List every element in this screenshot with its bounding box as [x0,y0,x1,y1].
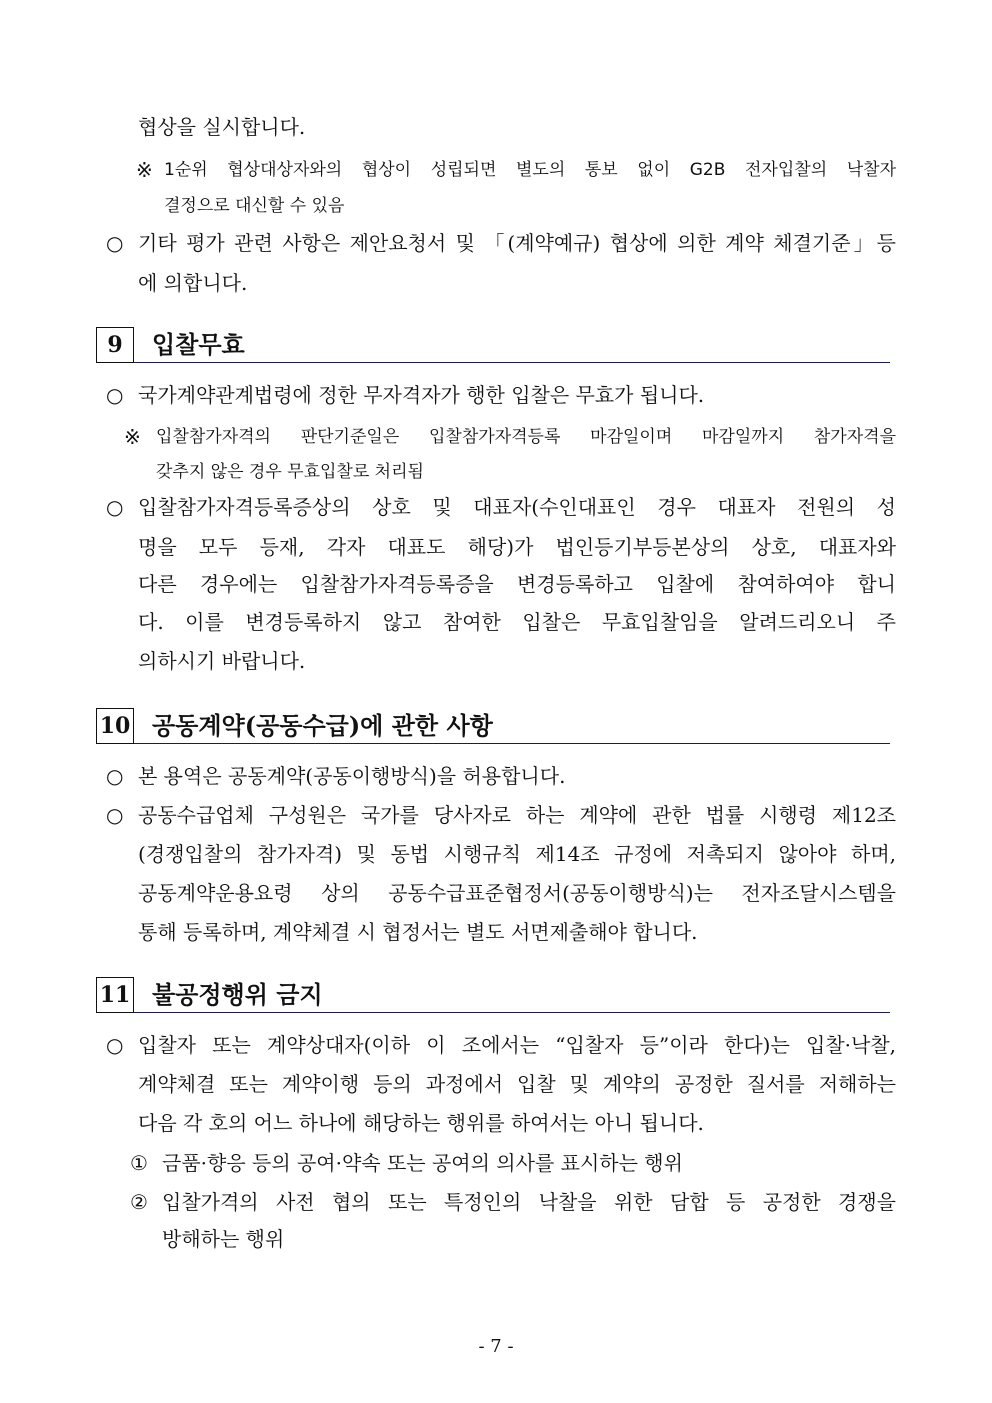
list-item: 금품·향응 등의 공여·약속 또는 공여의 의사를 표시하는 행위 [162,1151,683,1175]
paragraph-line: 본 용역은 공동계약(공동이행방식)을 허용합니다. [138,764,566,788]
section-title-9: 입찰무효 [152,330,245,359]
paragraph-line: 명을 모두 등재, 각자 대표도 해당)가 법인등기부등본상의 상호, 대표자와 [138,535,897,559]
section-number-10: 10 [96,708,134,744]
note-line: 입찰참가자격의 판단기준일은 입찰참가자격등록 마감일이며 마감일까지 참가자격을 [156,427,896,447]
paragraph-line: 에 의합니다. [138,271,248,295]
note-mark: ※ [124,425,141,449]
paragraph-line: 공동계약운용요령 상의 공동수급표준협정서(공동이행방식)는 전자조달시스템을 [138,881,896,905]
section-number-11: 11 [96,977,134,1013]
bullet-circle: ○ [106,764,124,788]
bullet-circle: ○ [106,803,124,827]
paragraph-line: 입찰자 또는 계약상대자(이하 이 조에서는 “입찰자 등”이라 한다)는 입찰·낙찰, [138,1033,896,1057]
paragraph-line: 협상을 실시합니다. [138,115,306,139]
paragraph-line: 다. 이를 변경등록하지 않고 참여한 입찰은 무효입찰임을 알려드리오니 주 [138,610,896,634]
section-underline [134,1012,890,1013]
list-item-marker: ① [130,1151,148,1175]
page-number: - 7 - [478,1336,514,1357]
bullet-circle: ○ [106,1033,124,1057]
paragraph-line: 기타 평가 관련 사항은 제안요청서 및 「(계약예규) 협상에 의한 계약 체결기준」등 [138,231,896,255]
paragraph-line: (경쟁입찰의 참가자격) 및 동법 시행규칙 제14조 규정에 저촉되지 않아야 하며, [138,842,896,866]
section-underline [134,362,890,363]
paragraph-line: 입찰참가자격등록증상의 상호 및 대표자(수인대표인 경우 대표자 전원의 성 [138,495,896,519]
section-title-10: 공동계약(공동수급)에 관한 사항 [152,711,493,740]
bullet-circle: ○ [106,231,124,255]
paragraph-line: 의하시기 바랍니다. [138,649,306,673]
note-line: 결정으로 대신할 수 있음 [164,196,345,216]
paragraph-line: 통해 등록하며, 계약체결 시 협정서는 별도 서면제출해야 합니다. [138,920,698,944]
paragraph-line: 공동수급업체 구성원은 국가를 당사자로 하는 계약에 관한 법률 시행령 제12조 [138,803,896,827]
list-item-marker: ② [130,1190,148,1214]
section-title-11: 불공정행위 금지 [152,980,323,1009]
bullet-circle: ○ [106,383,124,407]
paragraph-line: 다음 각 호의 어느 하나에 해당하는 행위를 하여서는 아니 됩니다. [138,1111,704,1135]
section-underline [134,743,890,744]
list-item: 방해하는 행위 [162,1227,285,1251]
paragraph-line: 계약체결 또는 계약이행 등의 과정에서 입찰 및 계약의 공정한 질서를 저해하는 [138,1072,896,1096]
paragraph-line: 국가계약관계법령에 정한 무자격자가 행한 입찰은 무효가 됩니다. [138,383,705,407]
note-line: 1순위 협상대상자와의 협상이 성립되면 별도의 통보 없이 G2B 전자입찰의 낙찰자 [164,160,896,180]
list-item: 입찰가격의 사전 협의 또는 특정인의 낙찰을 위한 담합 등 공정한 경쟁을 [162,1190,896,1214]
note-line: 갖추지 않은 경우 무효입찰로 처리됨 [156,462,424,482]
paragraph-line: 다른 경우에는 입찰참가자격등록증을 변경등록하고 입찰에 참여하여야 합니 [138,572,896,596]
bullet-circle: ○ [106,495,124,519]
section-number-9: 9 [96,327,134,363]
note-mark: ※ [136,158,153,182]
